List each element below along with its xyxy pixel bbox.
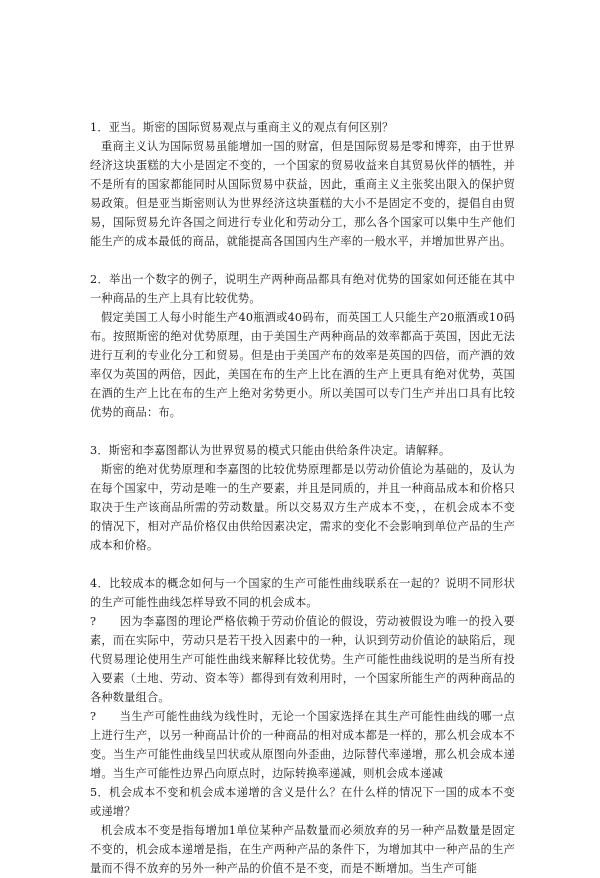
answer-3: 斯密的绝对优势原理和李嘉图的比较优势原理都是以劳动价值论为基础的，及认为在每个国家中，劳动是唯一的生产要素，并且是同质的，并且一种商品成本和价格只取决于生产该商品所需的劳动数量。所以交易双方生产成本不变，，在机会成本不变的情况下，相对产品价格仅由供给因素决定，需求的变化不会影响到单位产品的生产成本和价格。 bbox=[90, 463, 515, 552]
question-4: 4．比较成本的概念如何与一个国家的生产可能性曲线联系在一起的？说明不同形状的生产可能性曲线怎样导致不同的机会成本。 bbox=[90, 577, 515, 609]
paragraph-gap bbox=[90, 555, 515, 574]
answer-4-part-1: ? 因为李嘉图的理论严格依赖于劳动价值论的假设，劳动被假设为唯一的投入要素，而在实际中，劳动只是若干投入因素中的一种，认识到劳动价值论的缺陷后，现代贸易理论使用生产可能性曲线来解释比较优势。生产可能性曲线说明的是当所有投入要素（土地、劳动、资本等）都得到有效利用时，一个国家所能生产的两种商品的各种数量组合。 bbox=[90, 615, 515, 704]
question-2: 2．举出一个数字的例子，说明生产两种商品都具有绝对优势的国家如何还能在其中一种商品的生产上具有比较优势。 bbox=[90, 273, 515, 305]
question-3: 3．斯密和李嘉图都认为世界贸易的模式只能由供给条件决定。请解释。 bbox=[90, 444, 451, 457]
document-body bbox=[90, 118, 515, 878]
answer-2: 假定美国工人每小时能生产40瓶酒或40码布，而英国工人只能生产20瓶酒或10码布。按照斯密的绝对优势原理，由于美国生产两种商品的效率都高于英国，因此无法进行互利的专业化分工和贸易。但是由于美国产布的效率是英国的四倍，而产酒的效率仅为英国的两倍，因此，美国在布的生产上比在酒的生产上更具有绝对优势，英国在酒的生产上比在布的生产上绝对劣势更小。所以美国可以专门生产并出口具有比较优势的商品：布。 bbox=[90, 311, 515, 419]
answer-1: 重商主义认为国际贸易虽能增加一国的财富，但是国际贸易是零和博弈，由于世界经济这块蛋糕的大小是固定不变的，一个国家的贸易收益来自其贸易伙伴的牺牲，并不是所有的国家都能同时从国际贸易中获益，因此，重商主义主张奖出限入的保护贸易政策。但是亚当斯密则认为世界经济这块蛋糕的大小不是固定不变的，提倡自由贸易，国际贸易允许各国之间进行专业化和劳动分工，那么各个国家可以集中生产他们能生产的成本最低的商品，就能提高各国国内生产率的一般水平，并增加世界产出。 bbox=[90, 140, 515, 248]
question-5: 5．机会成本不变和机会成本递增的含义是什么？在什么样的情况下一国的成本不变或递增？ bbox=[90, 786, 515, 818]
question-1: 1．亚当。斯密的国际贸易观点与重商主义的观点有何区别？ bbox=[90, 121, 394, 134]
paragraph-gap bbox=[90, 251, 515, 270]
paragraph-gap bbox=[90, 422, 515, 441]
answer-4-part-2: ? 当生产可能性曲线为线性时，无论一个国家选择在其生产可能性曲线的哪一点上进行生产，以另一种商品计价的一种商品的相对成本都是一样的，那么机会成本不变。当生产可能性曲线呈凹状或从原图向外歪曲，边际替代率递增，那么机会成本递增。当生产可能性边界凸向原点时，边际转换率递减，则机会成本递减 bbox=[90, 710, 515, 780]
answer-5: 机会成本不变是指每增加1单位某种产品数量而必须放弃的另一种产品数量是固定不变的，机会成本递增是指，在生产两种产品的条件下，为增加其中一种产品的生产量而不得不放弃的另外一种产品的价值不是不变，而是不断增加。当生产可能 bbox=[90, 824, 515, 875]
